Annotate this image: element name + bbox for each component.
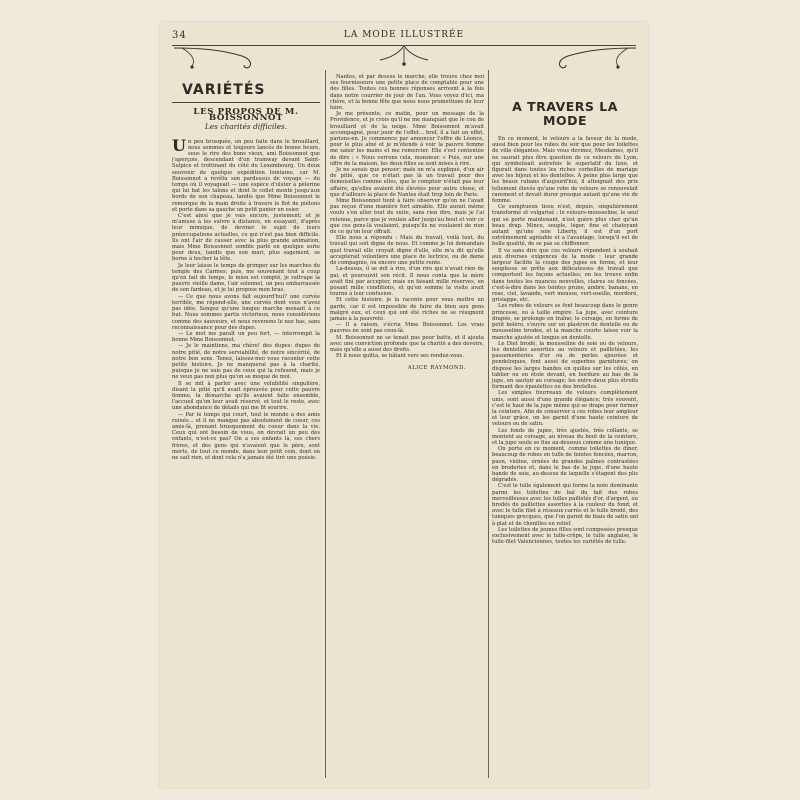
paragraph: Je leur laisse le temps de grimper sur les marches du temple des Carmes; puis, me souvenant tout à coup qu'en fait de temps, le mien est compté, je rattrape la pauvre vieille dame, l'air solennel, un peu embarrassée de son fardeau, et je lui propose mon bras. [172, 262, 320, 294]
paragraph: Les simples fourreaux de velours complètement unis, sont aussi d'une grande élégance; très souvent, c'est le haut de la jupe même qui se drape pour former la ceinture. Afin de conserver à ces robes leur ampleur et leur grâce, on les garnit d'une haute ceinture de velours ou de satin. [492, 390, 638, 428]
paragraph: Nantes, et par dessus le marché, elle trouve chez moi ses fournisseurs une petite place de comptable pour une des filles. Toutes ces bonnes réponses arrivent à la fois dans notre courrier de jour de l'an. Vous voyez d'ici, ma chère, et la bonne fête que nous nous promettions de leur faire. [330, 74, 484, 112]
paragraph: C'est le tulle également qui forme la note dominante parmi les toilettes de bal du fait des robes merveilleuses avec les tulles pailletés d'or, d'argent, ou brodés de paillettes assorties à la couleur du fond; et avec le tulle filet à réseaux carrés et le tulle brodé, des tuniques grecques, que l'on garnit de biais de satin uni à plat et de chenilles en relief. [492, 483, 638, 527]
paragraph: Je ne savais que penser; mais on m'a expliqué, d'un air de pitié, que ce n'était pas là un travail pour des demoiselles comme elles, que le comptoir n'était pas leur affaire, qu'elles avaient été élevées pour autre chose, et que d'ailleurs la place de Nantes était trop loin de Paris. [330, 167, 484, 198]
left-ornament-icon [172, 46, 262, 72]
paragraph: Ce sumptueux tissu n'est, depuis, singulièrement transformé et vulgarisé : le velours-mousseline, le seul qui se porte maintenant, n'est guère plus cher qu'un beau drap. Mince, souple, léger, fine et chatoyant autant qu'une soie Liberty, il est d'un port extrêmement agréable et a l'avantage, lorsqu'il est de belle qualité, de se pas se chiffonner. [492, 204, 638, 248]
paragraph: Mme Boissonnot tient à faire observer qu'on ne l'avait pas reçue d'une manière fort aimable. Elle aurait même voulu s'en aller tout de suite, sans rien dire, mais je l'ai retenue, parce que je voulais aller jusqu'au bout et voir ce que ces gens-là voulaient, puisqu'ils ne voulaient de rien de ce qu'on leur offrait. [330, 198, 484, 236]
running-head [172, 30, 636, 44]
paragraph: Et il nous quitta, se hâtant vers ses rendez-vous. [336, 353, 464, 360]
column-divider [325, 70, 326, 778]
paragraph: La-dessus, il se mit à rire, d'un rire qui n'avait rien de gai, et poursuivit son récit. Il nous conta que la mère avait fini par accepter, mais en faisant mille réserves, en posant mille conditions, et qu'en somme la visite avait tourné à leur confusion. [330, 266, 484, 298]
paragraph: Le Diet brodé, la mousseline de soie ou de velours, les dentelles assorties au velours et pailletées, les passementeries d'or ou de perles ajourées et pendeloques, font aussi de superbes garnitures; on dispose les larges bandes en quilles sur les côtés, en tablier ou en étole devant, en bordure au bas de la jupe, en sautoir au corsage; les entre-deux plus étroits formant des épaulettes ou des bretelles. [492, 340, 638, 391]
newspaper-page [160, 22, 648, 788]
right-column [492, 74, 638, 786]
article-title: LES PROPOS DE M. BOISSONNOT [193, 107, 299, 124]
paragraph: Les robes de velours se font beaucoup dans le genre princesse, ou à taille empire. La jupe, avec ceinture drapée, se prolonge en traîne; le corsage, en forme de petit boléro, s'ouvre sur un plastron de dentelle ou de mousseline brodée, et la manche courte laisse voir la manche ajustée et longue en dentelle. [492, 303, 638, 341]
author-signature: ALICE RAYMOND. [407, 365, 466, 372]
page-number: 34 [172, 30, 187, 41]
paragraph: On porte en ce moment, comme toilettes de dîner, beaucoup de robes en tulle de teintes foncées, marron, paon, violine, ornées de grandes palmes contrastées en broderies et, dans le bas de la jupe, d'une haute bande de soie, au-dessus de laquelle s'étagent des plis dégradés. [492, 446, 638, 484]
left-column [172, 74, 320, 786]
paragraph-text: n peu brusquée, un peu faite dans le brouillard, nous sommes et toujours lancés de bonne heure, sous le rire des bons vieux, ami Boissonnot que j'aperçois, descendant d'un tramway devant Saint-Sulpice et trottinant du côté du Luxembourg. Un doux souvenir de quelque expédition lointaine, car M. Boissonnot a revêtu son pardessus de voyage — du temps où il voyageait — une espèce d'ulster à pèlerine qui lui bat les talons et dont le collet monte jusqu'aux bords de son chapeau, tandis que Mme Boissonnot le remorque de la main droite à travers le flot de piétons et porte dans sa gauche un petit panier en osier. [172, 138, 320, 213]
paragraph: Il se mit à parler avec une volubilité singulière, disant la pitié qu'il avait éprouvée pour cette pauvre femme, la démarche qu'ils avaient faite ensemble, l'accueil qu'on leur avait réservé, et tout le reste, avec une abondance de détails qui me fit sourire. [172, 380, 320, 412]
paragraph: — Ce que nous avons fait aujourd'hui? une corvée terrible, me répond-elle, une corvée dont vous n'avez pas idée. Songez qu'une longue marche menant à ce but. Nous sommes partis victorieux, nous considérions comme des sauveurs, et nous revenons le nez bas, sans reconnaissance pour des dupes. [172, 293, 320, 331]
paragraph: C'est ainsi que je vais encore, justement; et je m'amuse à les suivre à distance, en essayant, d'après leur mimique, de deviner le sujet de leurs préoccupations actuelles, ce qui n'est pas bien difficile. Ils ont l'air de causer avec la plus grande animation, mais Mme Boissonnot semble parlé en quelque sorte pour deux, tandis que son mari, plus sagement, se borne à hocher la tête. [172, 213, 320, 263]
paragraph: Elle nous a répondu : Mais du travail, voilà tout, du travail qui soit digne de nous. Et comme je lui demandais quel travail elle croyait digne d'elle, elle m'a dit qu'elle accepterait volontiers une place de lectrice, ou de dame de compagnie, ou encore une petite rente. [330, 235, 484, 267]
paragraph: M. Boissonnot ne se tenait pas pour battu, et il ajouta avec une conviction profonde que la charité a des devoirs, mais qu'elle a aussi des droits. [330, 334, 484, 353]
paragraph: Je me présente, ce matin, pour un message de la Providence, et je crois qu'il ne me manquait que le cou de brouillard et de la neige. Mme Boissonnot m'avait accompagné, pour jouir de l'effet... bref, il a fait un effet, parions-en. Je commence par annoncer l'offre de Léonce, pour le plus aîné et je m'étends à voir la pauvre femme me saisir les mains et me remercier. Elle s'est contentée de dire : « Nous verrons cela, monsieur. » Puis, sur une offre de la maison, les deux filles se sont mises à rire. [330, 111, 484, 167]
paragraph: — Par le temps qui court, tout le monde a des amis ruinés... et il ne manque pas absolument de coeur, ces amis-là, prenant brusquement du coeur dans la vie. Ceux qui ont besoin de vous, on devrait un peu des enfants, n'est-ce pas? On a ses enfants là, ses chers frères, et des gens qui n'avaient que le père, sont morts, de tout ce monde, dans leur petit coin, dont on ne sait rien, et dont cela n'a jamais été tiré une poésie. [172, 411, 320, 461]
dropcap: U [172, 135, 186, 155]
paragraph: En ce moment, le velours a la faveur de la mode, aussi bien pour les robes du soir que pour les toilettes de ville élégantes. Mais vous devinez, Mesdames, qu'il ne saurait plus être question de ce velours de Lyon, qui symbolisait autrefois le superlatif du luxe, et figurait dans toutes les riches corbeilles de mariage avec les bijoux et les dentelles. À peine plus large que les beaux rubans d'aujourd'hui, il atteignait des prix tellement élevés qu'une robe de velours se renouvelait rarement et devait durer presque autant qu'une vie de femme. [492, 136, 638, 205]
middle-column [330, 74, 484, 780]
paragraph: Il va sans dire que ces velours répondent à souhait aux diverses exigences de la mode : leur grande largeur facilite la coupe des jupes en forme, et leur souplesse se prête aux délicatesses de travail que comportent les façons actuelles; on les trouve enfin dans toutes les nuances nouvelles, claires ou foncées, c'est-à-dire dans les teintes prune, ambre, banane, en rose, ciel, lavande, vert mousse, vert-oseille, mordoré, grisiappe, etc. [492, 247, 638, 304]
paragraph: Les toilettes de jeunes filles sont composées presque exclusivement avec le tulle-crêpe, le tulle anglaise, le tulle-filet Valenciennes, toutes les variétés de tulle. [492, 526, 638, 546]
section-title-varietes: VARIÉTÉS [182, 82, 266, 98]
column-divider [488, 70, 489, 778]
paragraph: Et cette histoire, je la raconte pour vous mettre en garde, car il est impossible de faire du bien aux gens malgré eux, et ceux qui ont été riches ne se résignent jamais à la pauvreté. [330, 297, 484, 322]
center-ornament-icon [374, 46, 434, 72]
running-title: LA MODE ILLUSTRÉE [343, 30, 465, 40]
paragraph: — Il a raison, s'écria Mme Boissonnot. Les vrais pauvres ne sont pas ceux-là. [330, 322, 484, 335]
section-rule [172, 102, 320, 103]
paragraph: — Le mot me paraît un peu fort, — interrompit la bonne Mme Boissonnot. [172, 330, 320, 344]
right-ornament-icon [548, 46, 638, 72]
paragraph: — Je le maintiens, ma chère! des dupes: dupes de notre pitié, de notre serviabilité, de notre sincérité, de notre bon sens. Tenez, laissez-moi vous raconter cette petite histoire. Je ne manquerai pas à la charité, puisque je ne suis pas de ceux qui la refusent, mais je ne veux pas non plus qu'on se moque de moi. [172, 343, 320, 381]
article-subtitle: Les charités difficiles. [204, 122, 288, 132]
paragraph: Les fonds de jupes, très ajustés, très collants, se montent au corsage, au niveau du bout de la ceinture, et la jupe seule se fixe au-dessous comme une tunique. [492, 427, 638, 446]
section-title-a-travers-la-mode: A TRAVERS LA MODE [512, 99, 618, 128]
paragraph [172, 135, 320, 213]
